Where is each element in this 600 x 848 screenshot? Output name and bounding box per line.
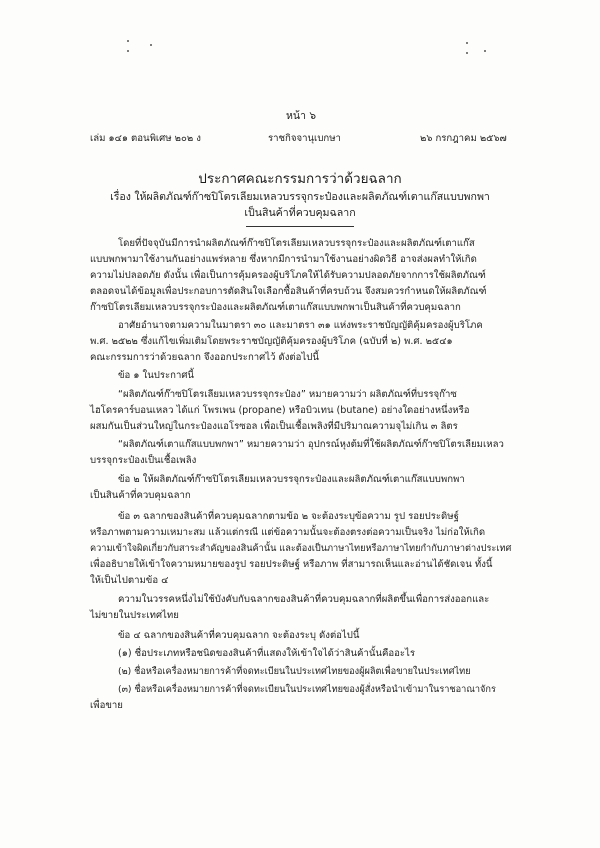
scan-speck <box>127 50 129 52</box>
clause-3-line: ความเข้าใจผิดเกี่ยวกับสาระสำคัญของสินค้านั้น และต้องเป็นภาษาไทยหรือภาษาไทยกำกับภาษาต่างประเทศ <box>90 543 512 554</box>
scan-speck <box>466 42 468 44</box>
clause-1-definition: “ผลิตภัณฑ์ก๊าซปิโตรเลียมเหลวบรรจุกระป๋อง” หมายความว่า ผลิตภัณฑ์ที่บรรจุก๊าซ <box>118 389 457 400</box>
gazette-date: ๒๖ กรกฎาคม ๒๕๖๗ <box>420 133 507 144</box>
clause-3-line: ข้อ ๓ ฉลากของสินค้าที่ควบคุมฉลากตามข้อ ๒ จะต้องระบุข้อความ รูป รอยประดิษฐ์ <box>118 511 459 522</box>
clause-3-line: หรือภาพตามความเหมาะสม แล้วแต่กรณี แต่ข้อความนั้นจะต้องตรงต่อความเป็นจริง ไม่ก่อให้เกิด <box>90 527 486 538</box>
scan-speck <box>484 50 486 52</box>
volume-issue: เล่ม ๑๔๑ ตอนพิเศษ ๒๐๒ ง <box>90 133 201 144</box>
authority-line: อาศัยอำนาจตามความในมาตรา ๓๐ และมาตรา ๓๑ แห่งพระราชบัญญัติคุ้มครองผู้บริโภค <box>118 320 483 331</box>
clause-1-definition: ไฮโดรคาร์บอนเหลว ได้แก่ โพรเพน (propane) หรือบิวเทน (butane) อย่างใดอย่างหนึ่งหรือ <box>90 405 470 416</box>
title-divider <box>246 226 354 227</box>
subject-line-1: เรื่อง ให้ผลิตภัณฑ์ก๊าซปิโตรเลียมเหลวบรรจุกระป๋องและผลิตภัณฑ์เตาแก๊สแบบพกพา <box>110 191 490 203</box>
clause-4-item: (๑) ชื่อประเภทหรือชนิดของสินค้าที่แสดงให้เข้าใจได้ว่าสินค้านั้นคืออะไร <box>118 648 416 659</box>
clause-4-item: (๒) ชื่อหรือเครื่องหมายการค้าที่จดทะเบียนในประเทศไทยของผู้ผลิตเพื่อขายในประเทศไทย <box>118 666 471 677</box>
clause-1-heading: ข้อ ๑ ในประกาศนี้ <box>118 370 194 381</box>
clause-3-note: ไม่ขายในประเทศไทย <box>90 610 179 621</box>
scan-speck <box>127 40 129 42</box>
announcement-title: ประกาศคณะกรรมการว่าด้วยฉลาก <box>198 171 402 187</box>
subject-line-2: เป็นสินค้าที่ควบคุมฉลาก <box>244 207 356 219</box>
clause-1-definition: ผสมกันเป็นส่วนใหญ่ในกระป๋องแอโรซอล เพื่อเป็นเชื้อเพลิงที่มีปริมาณความจุไม่เกิน ๓ ลิตร <box>90 421 458 432</box>
preamble-line: ความไม่ปลอดภัย ดังนั้น เพื่อเป็นการคุ้มครองผู้บริโภคให้ได้รับความปลอดภัยจากการใช้ผลิตภัณฑ์ <box>90 270 486 281</box>
scan-speck <box>150 44 152 46</box>
clause-1-definition: “ผลิตภัณฑ์เตาแก๊สแบบพกพา” หมายความว่า อุปกรณ์หุงต้มที่ใช้ผลิตภัณฑ์ก๊าซปิโตรเลียมเหลว <box>118 439 504 450</box>
preamble-line: ก๊าซปิโตรเลียมเหลวบรรจุกระป๋องและผลิตภัณฑ์เตาแก๊สแบบพกพาเป็นสินค้าที่ควบคุมฉลาก <box>90 302 461 313</box>
clause-4-item: เพื่อขาย <box>90 700 123 711</box>
authority-line: พ.ศ. ๒๕๒๒ ซึ่งแก้ไขเพิ่มเติมโดยพระราชบัญญัติคุ้มครองผู้บริโภค (ฉบับที่ ๒) พ.ศ. ๒๕๔๑ <box>90 336 453 347</box>
clause-3-line: เพื่ออธิบายให้เข้าใจความหมายของรูป รอยประดิษฐ์ หรือภาพ ที่สามารถเห็นและอ่านได้ชัดเจน ทั้งนี้ <box>90 559 493 570</box>
clause-4-heading: ข้อ ๔ ฉลากของสินค้าที่ควบคุมฉลาก จะต้องระบุ ดังต่อไปนี้ <box>118 630 360 641</box>
clause-2-line: ข้อ ๒ ให้ผลิตภัณฑ์ก๊าซปิโตรเลียมเหลวบรรจุกระป๋องและผลิตภัณฑ์เตาแก๊สแบบพกพา <box>118 474 465 485</box>
clause-1-definition: บรรจุกระป๋องเป็นเชื้อเพลิง <box>90 455 197 466</box>
clause-3-line: ให้เป็นไปตามข้อ ๔ <box>90 575 169 586</box>
preamble-line: โดยที่ปัจจุบันมีการนำผลิตภัณฑ์ก๊าซปิโตรเลียมเหลวบรรจุกระป๋องและผลิตภัณฑ์เตาแก๊ส <box>118 238 475 249</box>
scan-speck <box>466 52 468 54</box>
authority-line: คณะกรรมการว่าด้วยฉลาก จึงออกประกาศไว้ ดังต่อไปนี้ <box>90 352 319 363</box>
clause-3-note: ความในวรรคหนึ่งไม่ใช้บังคับกับฉลากของสินค้าที่ควบคุมฉลากที่ผลิตขึ้นเพื่อการส่งออกและ <box>118 594 490 605</box>
preamble-line: แบบพกพามาใช้งานกันอย่างแพร่หลาย ซึ่งหากมีการนำมาใช้งานอย่างผิดวิธี อาจส่งผลทำให้เกิด <box>90 254 477 265</box>
page-number: หน้า ๖ <box>286 110 316 122</box>
clause-4-item: (๓) ชื่อหรือเครื่องหมายการค้าที่จดทะเบียนในประเทศไทยของผู้สั่งหรือนำเข้ามาในราชอาณาจักร <box>118 684 496 695</box>
gazette-name: ราชกิจจานุเบกษา <box>268 133 341 144</box>
clause-2-line: เป็นสินค้าที่ควบคุมฉลาก <box>90 490 191 501</box>
preamble-line: ตลอดจนได้ข้อมูลเพื่อประกอบการตัดสินใจเลือกซื้อสินค้าที่ครบถ้วน จึงสมควรกำหนดให้ผลิตภัณฑ์ <box>90 286 487 297</box>
